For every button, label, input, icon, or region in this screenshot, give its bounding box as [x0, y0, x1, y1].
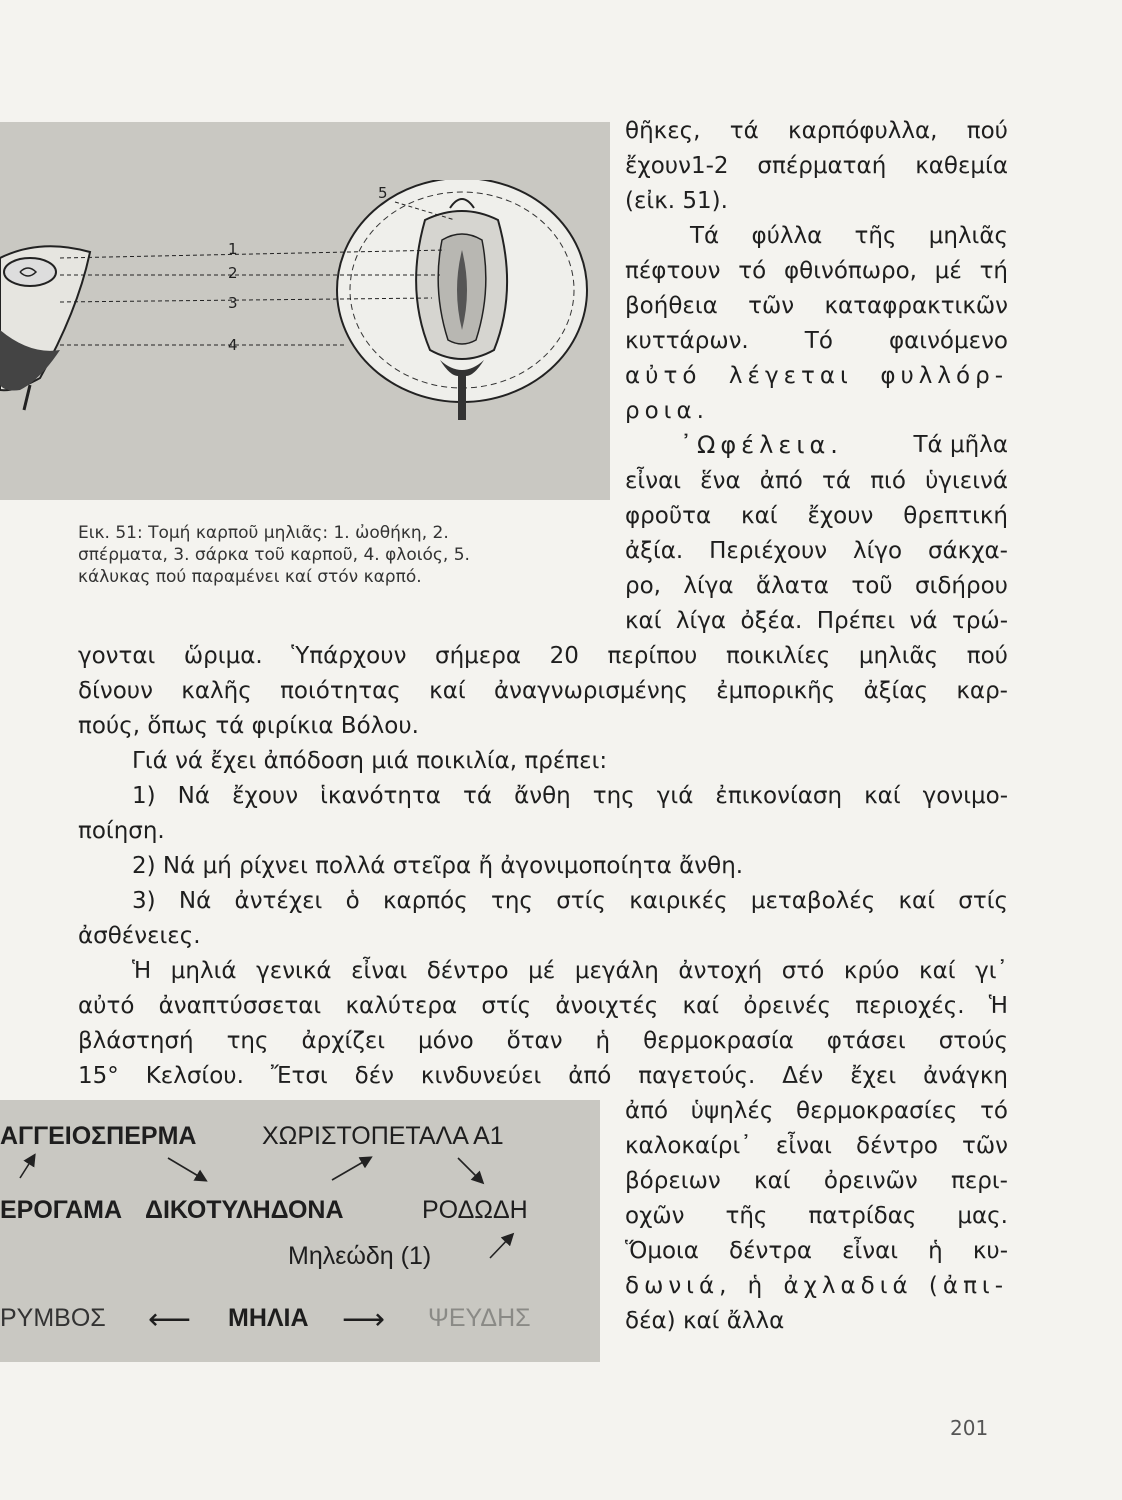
text-line: ροια.: [625, 398, 709, 424]
text-line: 15° Κελσίου. Ἔτσι δέν κινδυνεύει ἀπό παγετούς. Δέν ἔχει ἀνάγκη: [78, 1063, 1008, 1089]
arrow-left: ⟵: [148, 1303, 192, 1336]
text-fragment: Τά μῆλα: [913, 432, 1008, 458]
taxon-meleode: Μηλεώδη (1): [288, 1242, 432, 1270]
text-line: Γιά νά ἔχει ἀπόδοση μιά ποικιλία, πρέπει:: [132, 748, 608, 774]
text-line: Ὅμοια δέντρα εἶναι ἡ κυ-: [625, 1238, 1008, 1264]
taxon-enterogama: ΕΡΟΓΑΜΑ: [0, 1196, 123, 1224]
text-line: οχῶν τῆς πατρίδας μας.: [625, 1203, 1008, 1229]
text-line: ἀπό ὑψηλές θερμοκρασίες τό: [625, 1098, 1008, 1124]
figure-label-3: 3: [228, 294, 238, 312]
text-line: φροῦτα καί ἔχουν θρεπτική: [625, 503, 1008, 529]
text-line: εἶναι ἕνα ἀπό τά πιό ὑγιεινά: [625, 468, 1008, 494]
text-line: Τά φύλλα τῆς μηλιᾶς: [690, 223, 1008, 249]
text-line: δίνουν καλῆς ποιότητας καί ἀναγνωρισμένης ἐμπορικῆς ἀξίας καρ-: [78, 678, 1008, 704]
text-line: βόρειων καί ὀρεινῶν περι-: [625, 1168, 1008, 1194]
figure-caption: [78, 522, 578, 588]
figure-label-2: 2: [228, 264, 238, 282]
figure-label-4: 4: [228, 336, 238, 354]
section-heading: ᾿Ωφέλεια.: [680, 431, 843, 459]
figure-label-1: 1: [228, 240, 238, 258]
page-number: 201: [950, 1416, 989, 1440]
text-line: βλάστησή της ἀρχίζει μόνο ὅταν ἡ θερμοκρασία φτάσει στούς: [78, 1028, 1008, 1054]
text-line: Ἡ μηλιά γενικά εἶναι δέντρο μέ μεγάλη ἀντοχή στό κρύο καί γι᾿: [132, 958, 1008, 984]
text-line: ποίηση.: [78, 818, 165, 844]
taxon-rodode: ΡΟΔΩΔΗ: [422, 1196, 528, 1224]
text-line: (εἰκ. 51).: [625, 188, 728, 214]
taxon-angiosperma: ΑΓΓΕΙΟΣΠΕΡΜΑ: [0, 1122, 197, 1150]
text-line: ἀξία. Περιέχουν λίγο σάκχα-: [625, 538, 1008, 564]
figure-label-5: 5: [378, 184, 388, 202]
caption-line: σπέρματα, 3. σάρκα τοῦ καρποῦ, 4. φλοιός, 5.: [78, 545, 470, 565]
taxon-pseudes: ΨΕΥΔΗΣ: [428, 1304, 531, 1332]
taxon-melia: ΜΗΛΙΑ: [228, 1304, 309, 1332]
apple-section-figure: [0, 180, 600, 420]
caption-line: Εικ. 51: Τομή καρποῦ μηλιᾶς: 1. ὠοθήκη, 2.: [78, 523, 449, 543]
text-line: [680, 428, 1008, 463]
text-line: πέφτουν τό φθινόπωρο, μέ τή: [625, 258, 1008, 284]
text-line: ἀσθένειες.: [78, 923, 201, 949]
text-line: 2) Νά μή ρίχνει πολλά στεῖρα ἤ ἀγονιμοποίητα ἄνθη.: [132, 853, 744, 879]
text-line: 3) Νά ἀντέχει ὁ καρπός της στίς καιρικές μεταβολές καί στίς: [132, 888, 1008, 914]
text-line: 1) Νά ἔχουν ἱκανότητα τά ἄνθη της γιά ἐπικονίαση καί γονιμο-: [132, 783, 1008, 809]
arrow-right: ⟵: [342, 1303, 386, 1336]
text-line: ἔχουν1-2 σπέρματαή καθεμία: [625, 153, 1008, 179]
taxon-dikotyledona: ΔΙΚΟΤΥΛΗΔΟΝΑ: [145, 1196, 344, 1224]
text-line: δέα) καί ἄλλα: [625, 1308, 785, 1334]
text-line: κυττάρων. Τό φαινόμενο: [625, 328, 1008, 354]
taxon-choripetala: ΧΩΡΙΣΤΟΠΕΤΑΛΑ Α1: [262, 1122, 504, 1150]
text-line: καλοκαίρι᾿ εἶναι δέντρο τῶν: [625, 1133, 1008, 1159]
text-line: αὐτό ἀναπτύσσεται καλύτερα στίς ἀνοιχτές καί ὀρεινές περιοχές. Ἡ: [78, 993, 1008, 1019]
text-line: δωνιά, ἡ ἀχλαδιά (ἀπι-: [625, 1273, 1008, 1299]
text-line: καί λίγα ὀξέα. Πρέπει νά τρώ-: [625, 608, 1008, 634]
caption-line: κάλυκας πού παραμένει καί στόν καρπό.: [78, 567, 422, 587]
text-line: ρο, λίγα ἅλατα τοῦ σιδήρου: [625, 573, 1008, 599]
text-line: πούς, ὅπως τά φιρίκια Βόλου.: [78, 713, 419, 739]
taxon-korymbos: ΡΥΜΒΟΣ: [0, 1304, 106, 1332]
text-line: θῆκες, τά καρπόφυλλα, πού: [625, 118, 1008, 144]
text-line: αὐτό λέγεται φυλλόρ-: [625, 363, 1008, 389]
text-line: γονται ὥριμα. Ὑπάρχουν σήμερα 20 περίπου ποικιλίες μηλιᾶς πού: [78, 643, 1008, 669]
text-line: βοήθεια τῶν καταφρακτικῶν: [625, 293, 1008, 319]
